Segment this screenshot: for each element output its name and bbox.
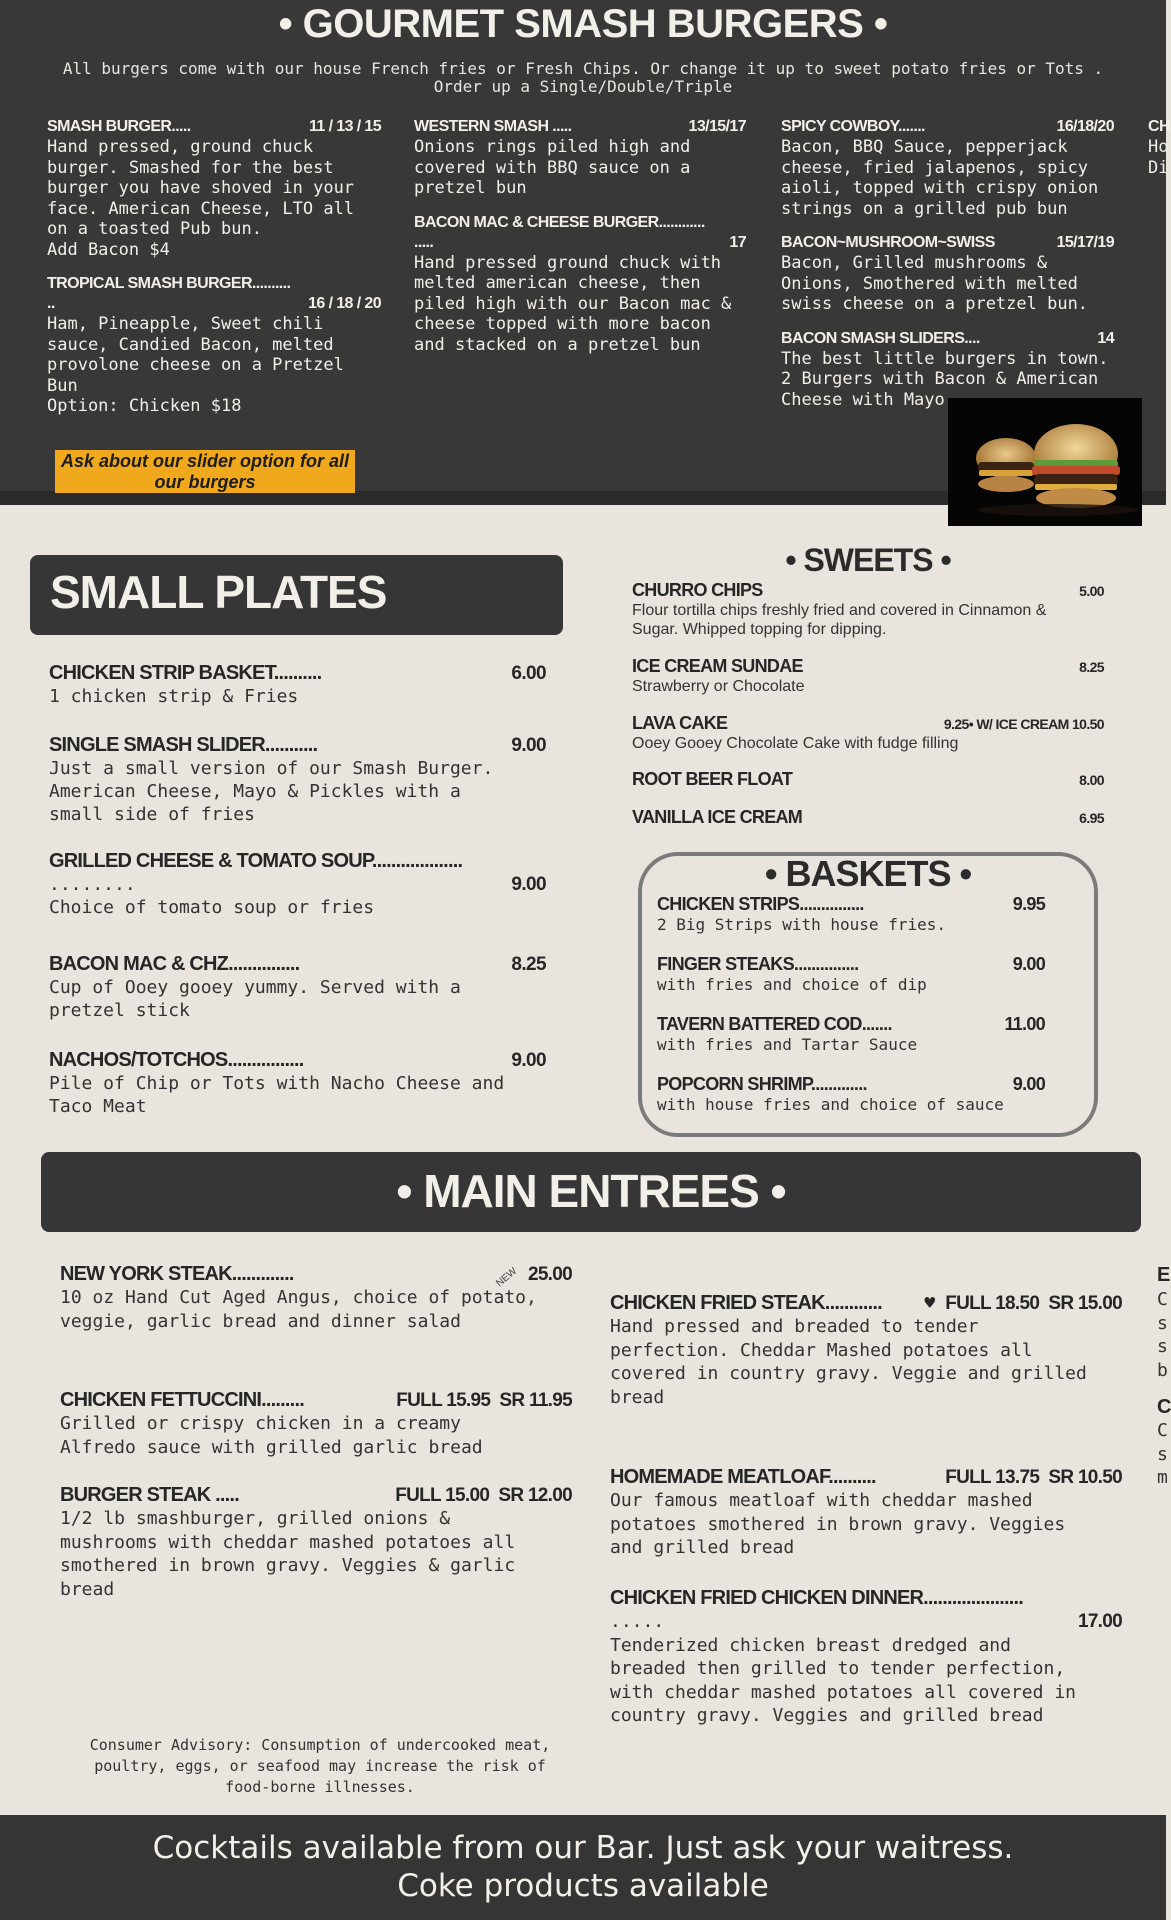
menu-item-vanilla-ice-cream <box>632 807 1104 828</box>
heart-icon: ♥ <box>924 1293 936 1314</box>
item-description: Our famous meatloaf with cheddar mashed potatoes smothered in brown gravy. Veggies and grilled bread <box>610 1490 1066 1558</box>
item-price: 9.00 <box>511 735 546 756</box>
item-description: 1/2 lb smashburger, grilled onions & mushrooms with cheddar mashed potatoes all smothered in brown gravy. Veggies & garlic bread <box>60 1508 516 1600</box>
item-price: 9.25• W/ ICE CREAM 10.50 <box>943 716 1104 732</box>
menu-item-lava-cake <box>632 713 1104 753</box>
item-description: Strawberry or Chocolate <box>632 678 805 695</box>
item-name: CH <box>1148 118 1170 135</box>
item-description: with house fries and choice of sauce <box>657 1095 1004 1114</box>
item-name-dots: ........ <box>49 874 136 895</box>
item-price: 6.95 <box>1079 810 1104 826</box>
item-price: 6.00 <box>511 663 546 684</box>
item-price: 8.00 <box>1079 772 1104 788</box>
item-name-dots: ..... <box>610 1611 665 1632</box>
item-name: VANILLA ICE CREAM <box>632 807 803 827</box>
menu-item-tavern-battered-cod <box>657 1014 1045 1054</box>
menu-item-smash-burger <box>47 117 381 260</box>
menu-item-western-smash <box>414 117 746 199</box>
item-description: Grilled or crispy chicken in a creamy Alfredo sauce with grilled garlic bread <box>60 1413 483 1458</box>
item-price: FULL 15.95 SR 11.95 <box>396 1390 572 1411</box>
item-price: 9.00 <box>1012 1074 1045 1094</box>
item-price: 13/15/17 <box>688 118 746 135</box>
menu-item-bacon-mac-chz <box>49 953 546 1022</box>
item-price: 8.25 <box>1079 659 1104 675</box>
right-edge-cutoff-column <box>1157 1262 1171 1490</box>
item-description: Ham, Pineapple, Sweet chili sauce, Candied Bacon, melted provolone cheese on a Pretzel Bun Option: Chicken $18 <box>47 314 344 416</box>
new-badge: NEW <box>493 1265 519 1290</box>
menu-item-chicken-fried-steak <box>610 1292 1122 1409</box>
menu-item-spicy-cowboy <box>781 117 1114 219</box>
item-name: CHICKEN STRIPS............... <box>657 894 864 914</box>
item-price: 16 / 18 / 20 <box>308 295 381 312</box>
item-name: TAVERN BATTERED COD....... <box>657 1014 892 1034</box>
item-description: Hand pressed ground chuck with melted american cheese, then piled high with our Bacon mac & cheese topped with more bacon and stacked on a pretzel bun <box>414 252 732 355</box>
item-name: NACHOS/TOTCHOS................ <box>49 1049 304 1071</box>
cutoff-letter: s <box>1157 1336 1168 1357</box>
menu-item-churro-chips <box>632 580 1104 639</box>
cutoff-letter: C <box>1157 1289 1168 1310</box>
item-description: 10 oz Hand Cut Aged Angus, choice of potato, veggie, garlic bread and dinner salad <box>60 1287 537 1332</box>
item-name-dots: ..... <box>414 233 434 251</box>
item-name: CHICKEN STRIP BASKET.......... <box>49 662 322 684</box>
menu-item-chicken-fettuccini <box>60 1389 572 1459</box>
burgers-photo <box>948 398 1142 526</box>
item-name: SINGLE SMASH SLIDER........... <box>49 734 318 756</box>
item-price: 5.00 <box>1079 583 1104 599</box>
item-name: BACON SMASH SLIDERS.... <box>781 329 980 347</box>
item-description: 1 chicken strip & Fries <box>49 686 299 707</box>
menu-item-single-smash-slider <box>49 734 546 826</box>
item-price: 9.95 <box>1012 894 1045 914</box>
item-name: CHICKEN FRIED CHICKEN DINNER..................... <box>610 1587 1024 1609</box>
item-description: Choice of tomato soup or fries <box>49 897 375 918</box>
sweets-title: • SWEETS • <box>785 542 951 578</box>
burgers-column-1 <box>47 117 381 431</box>
main-entrees-header <box>41 1152 1141 1232</box>
item-description: Ooey Gooey Chocolate Cake with fudge filling <box>632 735 959 752</box>
menu-item-chicken-fried-chicken-dinner <box>610 1587 1122 1728</box>
item-description: Hand pressed and breaded to tender perfection. Cheddar Mashed potatoes all covered in country gravy. Veggie and grilled bread <box>610 1316 1087 1408</box>
item-description-line: Ho <box>1148 137 1169 157</box>
item-name: SMASH BURGER..... <box>47 118 191 135</box>
item-price: 9.00 <box>1012 954 1045 974</box>
item-description: Bacon, BBQ Sauce, pepperjack cheese, fried jalapenos, spicy aioli, topped with crispy onion strings on a grilled pub bun <box>781 137 1099 219</box>
menu-item-ice-cream-sundae <box>632 656 1104 696</box>
cutoff-letter: s <box>1157 1443 1168 1465</box>
main-entrees-title: • MAIN ENTREES • <box>396 1165 786 1217</box>
menu-item-root-beer-float <box>632 769 1104 790</box>
item-description-line: Di <box>1148 157 1169 178</box>
item-name: BACON~MUSHROOM~SWISS <box>781 234 995 251</box>
menu-item-homemade-meatloaf <box>610 1466 1122 1560</box>
footer-cocktails-line: Cocktails available from our Bar. Just ask your waitress. <box>152 1830 1014 1866</box>
item-price: FULL 15.00 SR 12.00 <box>395 1485 572 1506</box>
item-name: BACON MAC & CHZ............... <box>49 953 300 975</box>
item-name-dots: .. <box>47 295 55 312</box>
menu-item-finger-steaks <box>657 954 1045 994</box>
item-name: NEW YORK STEAK............. <box>60 1263 294 1285</box>
menu-item-nachos-totchos <box>49 1049 546 1118</box>
menu-item-popcorn-shrimp <box>657 1074 1045 1114</box>
item-price: 17.00 <box>1077 1611 1122 1632</box>
item-price: 15/17/19 <box>1056 234 1114 251</box>
menu-item-grilled-cheese-tomato-soup <box>49 850 546 919</box>
cutoff-letter: C <box>1157 1420 1168 1441</box>
cutoff-letter: s <box>1157 1312 1168 1334</box>
item-price: 17 <box>729 233 746 251</box>
cutoff-letter: b <box>1157 1359 1168 1381</box>
item-description: The best little burgers in town. 2 Burgers with Bacon & American Cheese with Mayo <box>781 348 1109 410</box>
menu-item-new-york-steak <box>60 1263 572 1333</box>
item-price: 11.00 <box>1004 1014 1045 1034</box>
item-price: 9.00 <box>511 1050 546 1071</box>
item-name: ROOT BEER FLOAT <box>632 769 793 789</box>
burgers-title: • GOURMET SMASH BURGERS • <box>278 2 888 46</box>
burgers-column-4-cutoff <box>1148 117 1170 178</box>
item-description: Pile of Chip or Tots with Nacho Cheese and Taco Meat <box>49 1073 505 1117</box>
item-name: HOMEMADE MEATLOAF.......... <box>610 1466 876 1488</box>
small-plates-header <box>30 555 563 635</box>
menu-item-bacon-mac-cheese-burger <box>414 213 746 356</box>
item-price: 25.00 <box>527 1264 572 1285</box>
item-name: CHURRO CHIPS <box>632 580 763 600</box>
item-description: Just a small version of our Smash Burger. American Cheese, Mayo & Pickles with a small side of fries <box>49 758 494 825</box>
item-description: Flour tortilla chips freshly fried and covered in Cinnamon & Sugar. Whipped topping for dipping. <box>632 602 1047 638</box>
item-price: FULL 13.75 SR 10.50 <box>945 1467 1122 1488</box>
item-name: TROPICAL SMASH BURGER.......... <box>47 275 291 292</box>
item-description: Tenderized chicken breast dredged and breaded then grilled to tender perfection, with cheddar mashed potatoes all covered in country gravy. Veggies and grilled bread <box>610 1634 1076 1726</box>
item-description: Bacon, Grilled mushrooms & Onions, Smothered with melted swiss cheese on a pretzel bun. <box>781 253 1089 314</box>
item-price: FULL 18.50 SR 15.00 <box>945 1293 1122 1314</box>
menu-item-chicken-strips <box>657 894 1045 934</box>
item-name: CHICKEN FETTUCCINI......... <box>60 1389 304 1411</box>
item-name: WESTERN SMASH ..... <box>414 118 572 135</box>
small-plates-title: SMALL PLATES <box>50 566 387 618</box>
item-name: POPCORN SHRIMP............. <box>657 1074 867 1094</box>
item-description: Onions rings piled high and covered with BBQ sauce on a pretzel bun <box>414 137 691 198</box>
item-price: 11 / 13 / 15 <box>309 118 381 135</box>
item-name: LAVA CAKE <box>632 713 728 733</box>
item-name: ICE CREAM SUNDAE <box>632 656 803 676</box>
slider-option-banner: Ask about our slider option for all our burgers <box>55 450 355 493</box>
baskets-title: • BASKETS • <box>764 853 972 894</box>
cutoff-letter: C <box>1157 1396 1171 1418</box>
item-description: with fries and choice of dip <box>657 975 927 994</box>
menu-item-bacon-mushroom-swiss <box>781 233 1114 315</box>
item-price: 8.25 <box>511 954 546 975</box>
item-price: 9.00 <box>511 874 546 895</box>
item-price: 14 <box>1097 329 1114 347</box>
item-price: 16/18/20 <box>1056 118 1114 135</box>
item-name: GRILLED CHEESE & TOMATO SOUP................... <box>49 850 463 872</box>
burgers-description: All burgers come with our house French fries or Fresh Chips. Or change it up to sweet potato fries or Tots . Order up a Single/Double/Triple <box>62 59 1104 96</box>
footer-coke-line: Coke products available <box>397 1868 769 1904</box>
burger-image <box>948 398 1142 526</box>
item-description: with fries and Tartar Sauce <box>657 1035 918 1054</box>
item-name: CHICKEN FRIED STEAK............ <box>610 1292 882 1314</box>
item-name: BACON MAC & CHEESE BURGER............ <box>414 213 705 231</box>
item-name: FINGER STEAKS............... <box>657 954 859 974</box>
burgers-column-2 <box>414 117 746 369</box>
item-description: 2 Big Strips with house fries. <box>657 915 946 934</box>
footer-banner <box>0 1815 1166 1920</box>
menu-item-tropical-smash-burger <box>47 274 381 417</box>
menu-item-chicken-strip-basket <box>49 662 546 708</box>
consumer-advisory: Consumer Advisory: Consumption of undercooked meat, poultry, eggs, or seafood may increase the risk of food-borne illnesses. <box>89 1736 551 1796</box>
burgers-column-3 <box>781 117 1114 424</box>
item-name: SPICY COWBOY....... <box>781 118 925 135</box>
item-name: BURGER STEAK ..... <box>60 1484 239 1506</box>
cutoff-letter: m <box>1157 1467 1168 1488</box>
menu-item-burger-steak <box>60 1484 572 1601</box>
item-description: Cup of Ooey gooey yummy. Served with a pretzel stick <box>49 977 461 1021</box>
cutoff-letter: E <box>1157 1264 1170 1286</box>
gourmet-burgers-section <box>0 0 1170 505</box>
item-description: Hand pressed, ground chuck burger. Smashed for the best burger you have shoved in your face. American Cheese, LTO all on a toasted Pub bun. Add Bacon $4 <box>47 137 355 260</box>
